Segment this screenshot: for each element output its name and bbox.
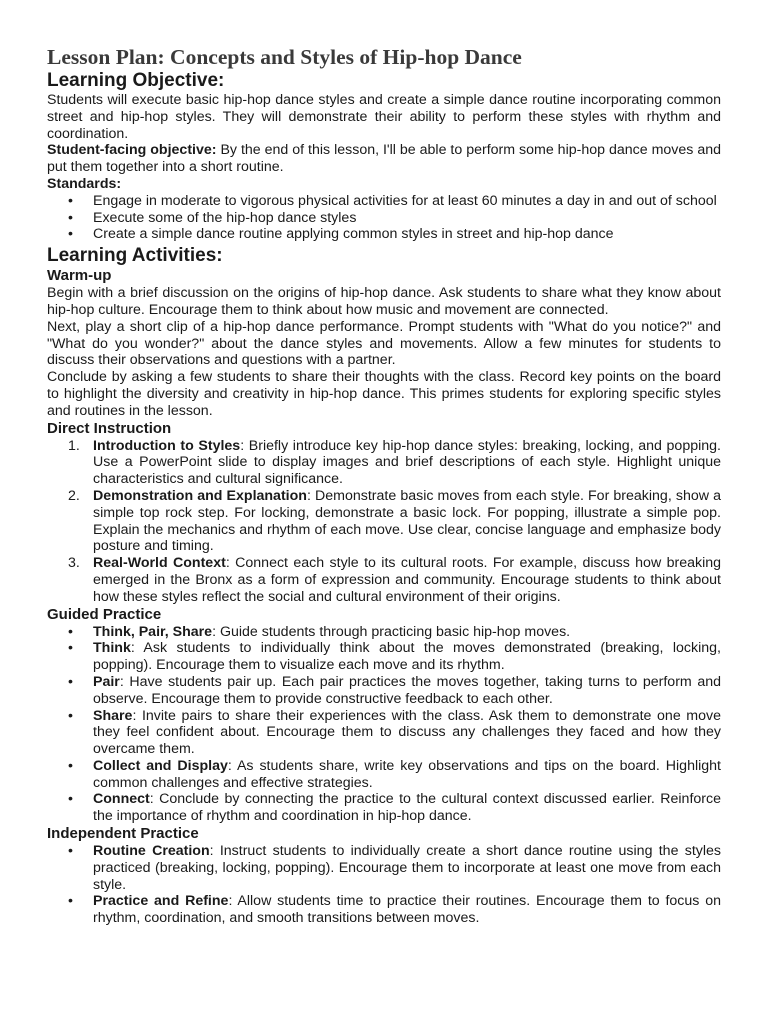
item-text: : Instruct students to individually create a short dance routine using the styles practiced (breaking, locking, popping). Encourage them to incorporate at least one move from each style. xyxy=(93,843,721,893)
list-item xyxy=(47,640,721,674)
student-facing-objective xyxy=(47,142,721,176)
document-page xyxy=(47,44,721,927)
list-item: • Create a simple dance routine applying common styles in street and hip-hop dance xyxy=(47,226,721,243)
item-text: : Allow students time to practice their routines. Encourage them to focus on rhythm, coordination, and smooth transitions between moves. xyxy=(93,893,721,927)
list-item xyxy=(47,708,721,758)
learning-objective-heading: Learning Objective: xyxy=(47,70,225,91)
document-title: Lesson Plan: Concepts and Styles of Hip-hop Dance xyxy=(47,45,522,69)
item-label: Think xyxy=(93,640,131,657)
item-text: : Guide students through practicing basic hip-hop moves. xyxy=(212,623,571,640)
list-item xyxy=(47,555,721,605)
warmup-paragraph: Begin with a brief discussion on the origins of hip-hop dance. Ask students to share what they know about hip-hop culture. Encourage them to think about how music and movement are connected. xyxy=(47,285,721,318)
list-item: • Engage in moderate to vigorous physical activities for at least 60 minutes a day in and out of school xyxy=(47,193,721,210)
item-text: : Connect each style to its cultural roots. For example, discuss how breaking emerged in the Bronx as a form of expression and community. Encourage students to think about how these styles reflect the social and cultural environment of their origins. xyxy=(93,555,722,605)
list-item xyxy=(47,438,721,488)
item-label: Think, Pair, Share xyxy=(93,623,213,640)
item-text: : Have students pair up. Each pair practices the moves together, taking turns to perform and observe. Encourage them to provide constructive feedback to each other. xyxy=(93,673,721,707)
guided-practice-list xyxy=(47,624,721,826)
list-item xyxy=(47,674,721,708)
list-number: 1. xyxy=(68,437,80,454)
student-facing-text: By the end of this lesson, I'll be able to perform some hip-hop dance moves and put them together into a short routine. xyxy=(47,142,721,176)
item-label: Practice and Refine xyxy=(93,893,229,910)
guided-practice-heading: Guided Practice xyxy=(47,605,162,623)
item-text: : Briefly introduce key hip-hop dance styles: breaking, locking, and popping. Use a PowerPoint slide to display images and brief descriptions of each style. Highlight unique characteristics and cultural significance. xyxy=(93,437,721,488)
list-item xyxy=(47,843,721,893)
list-item xyxy=(47,791,721,825)
list-item xyxy=(47,488,721,555)
item-label: Collect and Display xyxy=(93,757,228,774)
learning-objective-text: Students will execute basic hip-hop dance styles and create a simple dance routine incorporating common street and hip-hop styles. They will demonstrate their ability to perform these styles with rhythm and coordination. xyxy=(47,92,721,142)
item-label: Real-World Context xyxy=(93,555,226,572)
list-item xyxy=(47,624,721,641)
direct-instruction-list xyxy=(47,438,721,606)
warmup-paragraph: Conclude by asking a few students to share their thoughts with the class. Record key points on the board to highlight the diversity and creativity in hip-hop dance. This primes students for exploring specific styles and routines in the lesson. xyxy=(47,369,721,419)
standards-list xyxy=(47,193,721,243)
independent-practice-list xyxy=(47,843,721,927)
item-text: : Demonstrate basic moves from each style. For breaking, show a simple top rock step. For locking, demonstrate a basic lock. For popping, illustrate a simple pop. Explain the mechanics and rhythm of each move. Use clear, concise language and emphasize body posture and timing. xyxy=(93,487,721,555)
list-item xyxy=(47,758,721,792)
direct-instruction-heading: Direct Instruction xyxy=(47,419,172,437)
item-label: Pair xyxy=(93,673,120,690)
list-number: 2. xyxy=(68,487,80,504)
item-label: Share xyxy=(93,707,133,724)
learning-activities-heading: Learning Activities: xyxy=(47,245,223,267)
item-text: : Invite pairs to share their experiences with the class. Ask them to demonstrate one move they feel confident about. Encourage them to discuss any challenges they faced and how they overcame them. xyxy=(93,707,721,758)
list-item: • Execute some of the hip-hop dance styles xyxy=(47,210,721,227)
independent-practice-heading: Independent Practice xyxy=(47,825,199,843)
warmup-heading: Warm-up xyxy=(47,267,112,285)
warmup-paragraph: Next, play a short clip of a hip-hop dance performance. Prompt students with "What do you notice?" and "What do you wonder?" about the dance styles and movements. Allow a few minutes for students to discuss their observations and questions with a partner. xyxy=(47,318,721,369)
standards-heading: Standards: xyxy=(47,175,122,192)
item-text: : As students share, write key observations and tips on the board. Highlight common challenges and effective strategies. xyxy=(93,757,721,791)
item-label: Connect xyxy=(93,791,150,808)
item-label: Demonstration and Explanation xyxy=(93,487,307,504)
item-label: Routine Creation xyxy=(93,843,210,860)
item-text: : Ask students to individually think about the moves demonstrated (breaking, locking, popping). Encourage them to visualize each move and its rhythm. xyxy=(93,640,721,674)
list-item xyxy=(47,893,721,927)
item-text: : Conclude by connecting the practice to the cultural context discussed earlier. Reinforce the importance of rhythm and coordination in hip-hop dance. xyxy=(93,791,721,825)
list-number: 3. xyxy=(68,555,80,572)
student-facing-label: Student-facing objective: xyxy=(47,142,217,159)
item-label: Introduction to Styles xyxy=(93,437,241,454)
